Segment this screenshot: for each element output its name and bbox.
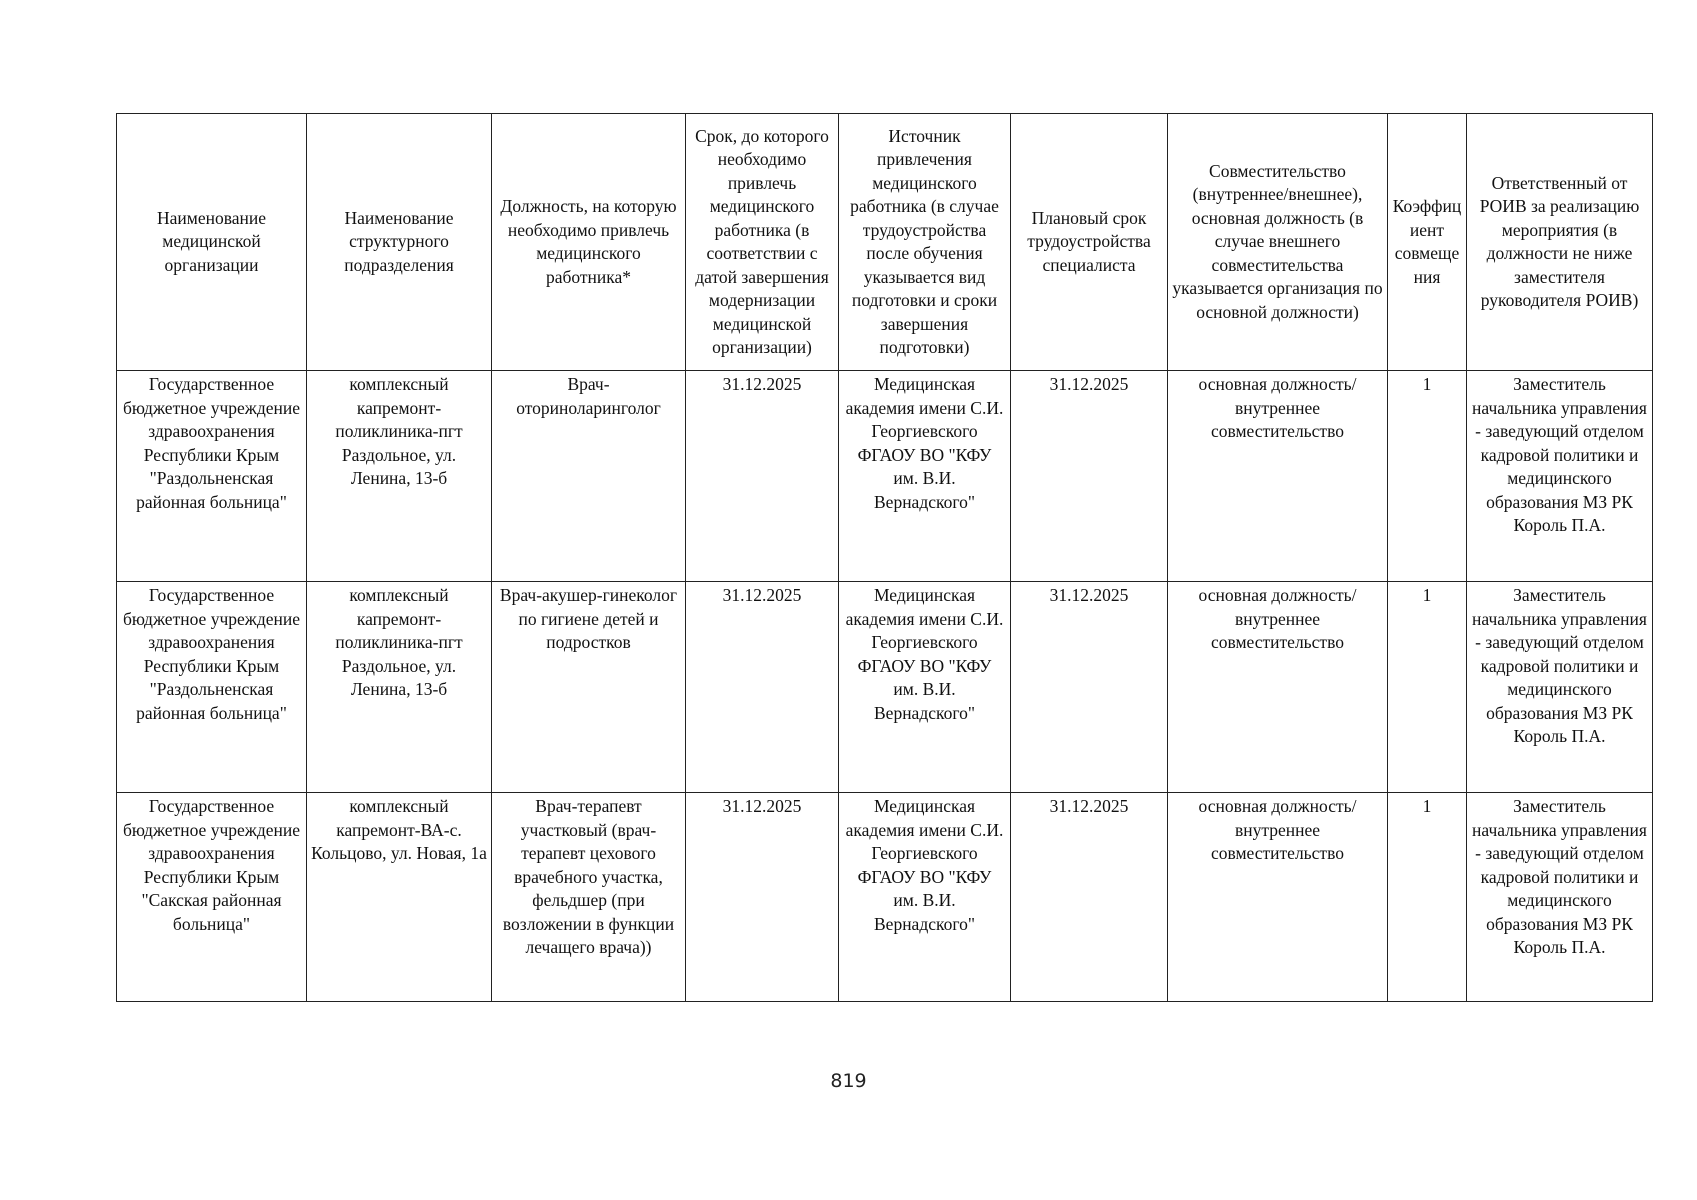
cell-deadline: 31.12.2025 xyxy=(686,793,839,1002)
cell-coefficient: 1 xyxy=(1388,371,1467,582)
cell-source: Медицинская академия имени С.И. Георгиевского ФГАОУ ВО "КФУ им. В.И. Вернадского" xyxy=(839,371,1011,582)
page-number: 819 xyxy=(830,1070,867,1092)
cell-unit: комплексный капремонт-поликлиника-пгт Раздольное, ул. Ленина, 13-б xyxy=(307,582,492,793)
table-header-row xyxy=(117,114,1653,371)
cell-planned-date: 31.12.2025 xyxy=(1011,582,1168,793)
cell-unit: комплексный капремонт-ВА-с. Кольцово, ул. Новая, 1а xyxy=(307,793,492,1002)
table-row xyxy=(117,371,1653,582)
header-unit: Наименование структурного подразделения xyxy=(307,114,492,371)
cell-deadline: 31.12.2025 xyxy=(686,582,839,793)
header-deadline: Срок, до которого необходимо привлечь медицинского работника (в соответствии с датой завершения модернизации медицинской организации) xyxy=(686,114,839,371)
cell-responsible: Заместитель начальника управления - заведующий отделом кадровой политики и медицинского образования МЗ РК Король П.А. xyxy=(1467,793,1653,1002)
staffing-table xyxy=(116,113,1653,1002)
header-organization: Наименование медицинской организации xyxy=(117,114,307,371)
cell-deadline: 31.12.2025 xyxy=(686,371,839,582)
header-planned-date: Плановый срок трудоустройства специалиста xyxy=(1011,114,1168,371)
cell-source: Медицинская академия имени С.И. Георгиевского ФГАОУ ВО "КФУ им. В.И. Вернадского" xyxy=(839,793,1011,1002)
cell-position: Врач-оториноларинголог xyxy=(492,371,686,582)
cell-responsible: Заместитель начальника управления - заведующий отделом кадровой политики и медицинского образования МЗ РК Король П.А. xyxy=(1467,582,1653,793)
table-row xyxy=(117,793,1653,1002)
cell-organization: Государственное бюджетное учреждение здравоохранения Республики Крым "Раздольненская районная больница" xyxy=(117,582,307,793)
header-combination: Совместительство (внутреннее/внешнее), основная должность (в случае внешнего совместительства указывается организация по основной должности) xyxy=(1168,114,1388,371)
header-source: Источник привлечения медицинского работника (в случае трудоустройства после обучения указывается вид подготовки и сроки завершения подготовки) xyxy=(839,114,1011,371)
cell-organization: Государственное бюджетное учреждение здравоохранения Республики Крым "Сакская районная больница" xyxy=(117,793,307,1002)
cell-planned-date: 31.12.2025 xyxy=(1011,371,1168,582)
cell-coefficient: 1 xyxy=(1388,793,1467,1002)
cell-planned-date: 31.12.2025 xyxy=(1011,793,1168,1002)
cell-source: Медицинская академия имени С.И. Георгиевского ФГАОУ ВО "КФУ им. В.И. Вернадского" xyxy=(839,582,1011,793)
cell-position: Врач-акушер-гинеколог по гигиене детей и подростков xyxy=(492,582,686,793)
cell-unit: комплексный капремонт-поликлиника-пгт Раздольное, ул. Ленина, 13-б xyxy=(307,371,492,582)
cell-position: Врач-терапевт участковый (врач-терапевт цехового врачебного участка, фельдшер (при возложении в функции лечащего врача)) xyxy=(492,793,686,1002)
header-responsible: Ответственный от РОИВ за реализацию мероприятия (в должности не ниже заместителя руководителя РОИВ) xyxy=(1467,114,1653,371)
cell-combination: основная должность/ внутреннее совместительство xyxy=(1168,793,1388,1002)
header-coefficient: Коэффициент совмещения xyxy=(1388,114,1467,371)
cell-combination: основная должность/ внутреннее совместительство xyxy=(1168,371,1388,582)
cell-coefficient: 1 xyxy=(1388,582,1467,793)
table-row xyxy=(117,582,1653,793)
cell-organization: Государственное бюджетное учреждение здравоохранения Республики Крым "Раздольненская районная больница" xyxy=(117,371,307,582)
cell-combination: основная должность/ внутреннее совместительство xyxy=(1168,582,1388,793)
cell-responsible: Заместитель начальника управления - заведующий отделом кадровой политики и медицинского образования МЗ РК Король П.А. xyxy=(1467,371,1653,582)
header-position: Должность, на которую необходимо привлечь медицинского работника* xyxy=(492,114,686,371)
